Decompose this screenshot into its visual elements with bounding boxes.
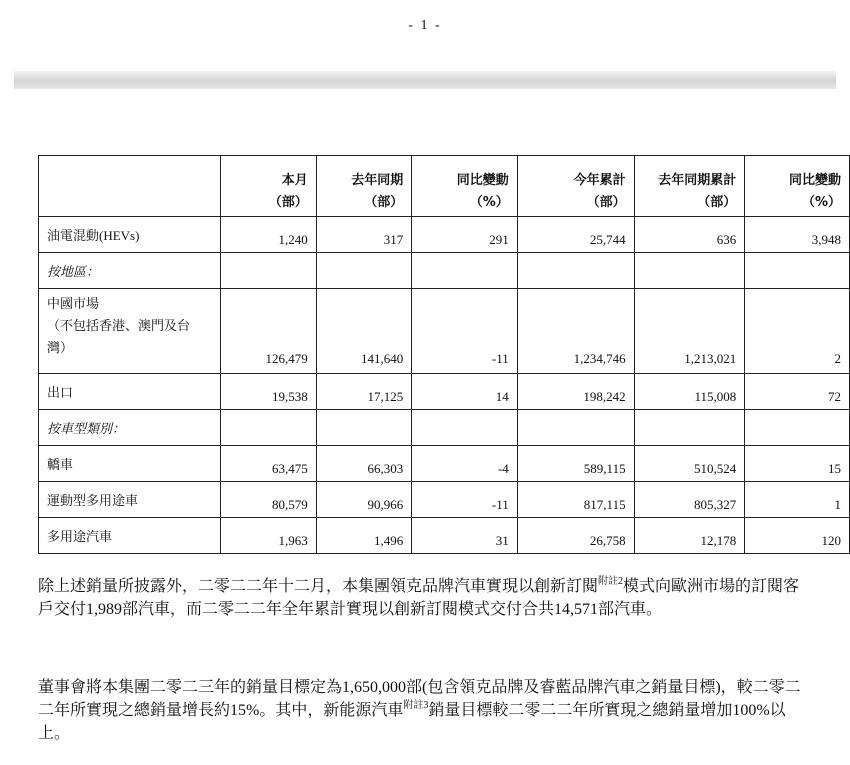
table-row <box>39 217 850 253</box>
table-cell: 19,538 <box>221 374 317 410</box>
table-cell <box>745 410 850 446</box>
table-cell: 120 <box>745 518 850 554</box>
table-cell: 26,758 <box>517 518 634 554</box>
section-label-by-vehicle-type: 按車型類別： <box>39 410 221 446</box>
page-number: - 1 - <box>408 18 442 33</box>
table-cell: 72 <box>745 374 850 410</box>
header-ytd-yoy-change: 同比變動 （%） <box>745 156 850 217</box>
table-cell: 17,125 <box>316 374 412 410</box>
table-cell: 589,115 <box>517 446 634 482</box>
paragraph-sales-target: 董事會將本集團二零二三年的銷量目標定為1,650,000部(包含領克品牌及睿藍品牌汽車之銷量目標)，較二零二二年所實現之總銷量增長約15%。其中，新能源汽車$^{附註3}$銷量目標較二零二二年所實現之總銷量增加100%以上。 <box>38 679 801 742</box>
table-row <box>39 482 850 518</box>
table-cell: 126,479 <box>221 289 317 374</box>
table-cell: 14 <box>412 374 518 410</box>
table-cell: 198,242 <box>517 374 634 410</box>
table-cell <box>517 253 634 289</box>
table-section-row <box>39 253 850 289</box>
table-cell: 510,524 <box>634 446 745 482</box>
header-ytd-last-year: 去年同期累計 （部） <box>634 156 745 217</box>
table-cell: 12,178 <box>634 518 745 554</box>
table-cell: -11 <box>412 482 518 518</box>
table-cell: 805,327 <box>634 482 745 518</box>
table-cell: 636 <box>634 217 745 253</box>
row-label: 出口 <box>39 374 221 410</box>
header-ytd: 今年累計 （部） <box>517 156 634 217</box>
table-cell: 291 <box>412 217 518 253</box>
row-label: 多用途汽車 <box>39 518 221 554</box>
footnote-ref-3: 附註3 <box>403 700 429 711</box>
header-this-month: 本月 （部） <box>221 156 317 217</box>
table-cell: 1,496 <box>316 518 412 554</box>
table-cell: 317 <box>316 217 412 253</box>
table-cell <box>412 253 518 289</box>
table-cell: 1 <box>745 482 850 518</box>
table-cell: 31 <box>412 518 518 554</box>
table-cell <box>221 253 317 289</box>
table-cell: 63,475 <box>221 446 317 482</box>
table-cell: 80,579 <box>221 482 317 518</box>
table-cell: 1,240 <box>221 217 317 253</box>
table-cell: 141,640 <box>316 289 412 374</box>
table-cell <box>745 253 850 289</box>
table-row <box>39 518 850 554</box>
table-section-row <box>39 410 850 446</box>
footnote-ref-2: 附註2 <box>598 576 624 587</box>
paragraph-subscription-deliveries: 除上述銷量所披露外，二零二二年十二月，本集團領克品牌汽車實現以創新訂閱$^{附註2}$模式向歐洲市場的訂閱客戶交付1,989部汽車，而二零二二年全年累計實現以創新訂閱模式交付合共14,571部汽車。 <box>38 576 800 618</box>
table-row <box>39 446 850 482</box>
row-label: 油電混動(HEVs) <box>39 217 221 253</box>
table-cell <box>316 253 412 289</box>
table-cell: -11 <box>412 289 518 374</box>
table-row <box>39 289 850 374</box>
row-label: 運動型多用途車 <box>39 482 221 518</box>
header-divider <box>14 71 836 89</box>
table-cell: 15 <box>745 446 850 482</box>
table-cell <box>316 410 412 446</box>
table-cell <box>517 410 634 446</box>
row-label-china-market: 中國市場 （不包括香港、澳門及台 灣） <box>39 289 221 374</box>
table-cell: 3,948 <box>745 217 850 253</box>
table-cell: 2 <box>745 289 850 374</box>
row-label: 轎車 <box>39 446 221 482</box>
table-cell: 817,115 <box>517 482 634 518</box>
table-cell <box>221 410 317 446</box>
table-cell: 66,303 <box>316 446 412 482</box>
table-header-row <box>39 156 850 217</box>
header-empty-cell <box>39 156 221 217</box>
header-yoy-change: 同比變動 （%） <box>412 156 518 217</box>
sales-volume-table <box>38 155 850 554</box>
table-cell: 25,744 <box>517 217 634 253</box>
table-cell <box>634 253 745 289</box>
section-label-by-region: 按地區： <box>39 253 221 289</box>
table-cell <box>634 410 745 446</box>
table-cell: 90,966 <box>316 482 412 518</box>
table-cell <box>412 410 518 446</box>
table-row <box>39 374 850 410</box>
header-same-period-last-year: 去年同期 （部） <box>316 156 412 217</box>
table-cell: 1,963 <box>221 518 317 554</box>
table-cell: 1,213,021 <box>634 289 745 374</box>
table-cell: -4 <box>412 446 518 482</box>
table-cell: 1,234,746 <box>517 289 634 374</box>
table-cell: 115,008 <box>634 374 745 410</box>
